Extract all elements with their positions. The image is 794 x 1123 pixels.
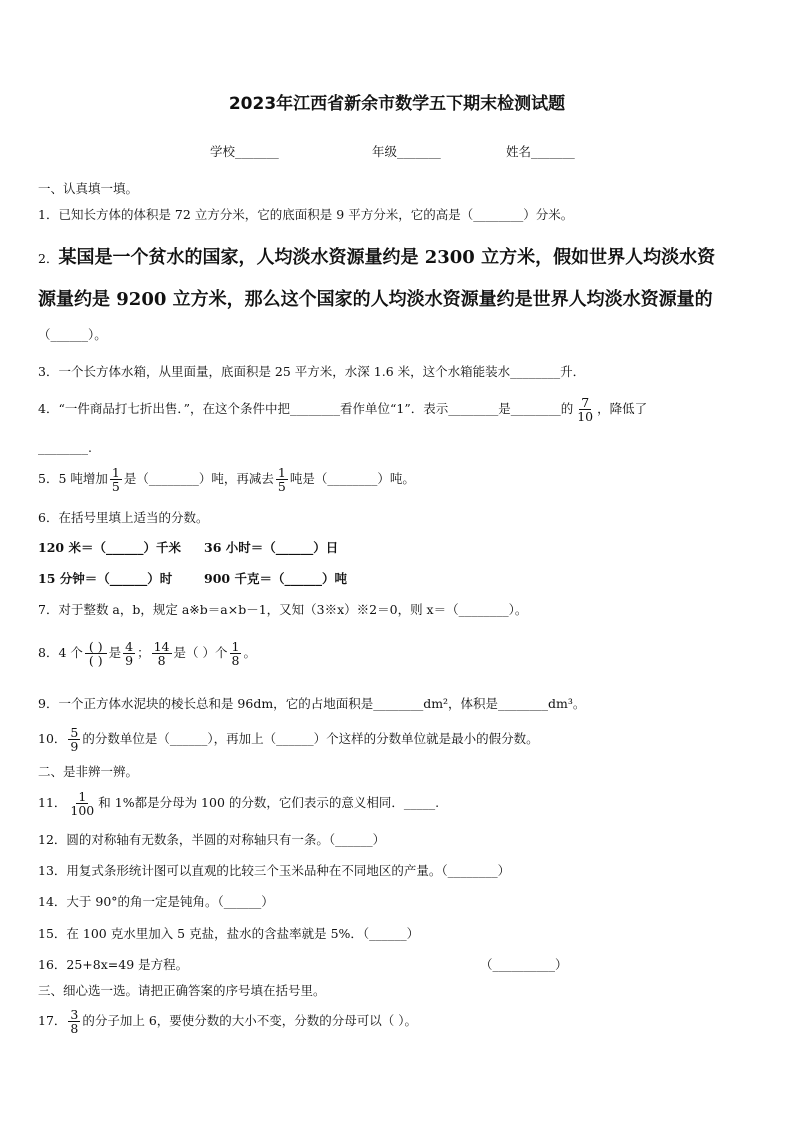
question-6-item-3: 15 分钟＝（______）时 <box>38 571 173 586</box>
question-6-item-4: 900 千克＝（______）吨 <box>204 571 347 586</box>
fraction-numerator: 1 <box>78 789 87 804</box>
fraction-numerator: 1 <box>111 465 120 480</box>
question-8-separator: ； <box>137 645 150 661</box>
question-15: 15．在 100 克水里加入 5 克盐，盐水的含盐率就是 5%．（______） <box>38 926 420 941</box>
fraction-numerator: ( ) <box>85 640 107 654</box>
fraction-3-8 <box>68 1008 80 1035</box>
question-8-is: 是 <box>108 645 122 661</box>
question-8 <box>38 640 758 667</box>
fraction-denominator: 8 <box>157 653 166 669</box>
fraction-14-8 <box>152 640 172 667</box>
question-11 <box>38 790 758 817</box>
name-field: 姓名_______ <box>506 144 575 159</box>
question-6-item-2: 36 小时＝（______）日 <box>204 540 339 555</box>
question-17 <box>38 1008 758 1035</box>
question-11-text: 11． <box>38 795 67 811</box>
section-1-heading: 一、认真填一填。 <box>38 181 139 196</box>
fraction-numerator: 14 <box>153 639 170 654</box>
fraction-denominator: 8 <box>70 1021 79 1037</box>
question-17-text: 17． <box>38 1013 67 1029</box>
fraction-numerator: 7 <box>581 395 590 410</box>
question-10 <box>38 726 758 753</box>
fraction-7-10 <box>575 396 595 423</box>
question-8-text: 8．4 个 <box>38 645 83 661</box>
question-11-tail: 和 1%都是分母为 100 的分数，它们表示的意义相同．_____. <box>98 795 440 811</box>
question-10-tail: 的分数单位是（______），再加上（______）个这样的分数单位就是最小的假分数。 <box>82 731 539 747</box>
fraction-1-5 <box>276 466 288 493</box>
fraction-denominator: 5 <box>277 479 286 495</box>
question-2-line-3: （______）。 <box>38 327 107 342</box>
question-8-mid: 是（ ）个 <box>173 645 228 661</box>
question-2-line-2: 源量约是 9200 立方米，那么这个国家的人均淡水资源量约是世界人均淡水资源量的 <box>38 289 713 310</box>
fraction-denominator: 100 <box>70 803 95 819</box>
question-16-answer-blank: （__________） <box>480 957 568 972</box>
question-17-tail: 的分子加上 6，要使分数的大小不变，分数的分母可以（ ）。 <box>82 1013 418 1029</box>
question-12: 12．圆的对称轴有无数条，半圆的对称轴只有一条。（______） <box>38 832 386 847</box>
question-10-text: 10． <box>38 731 67 747</box>
fraction-numerator: 1 <box>277 465 286 480</box>
question-3: 3．一个长方体水箱，从里面量，底面积是 25 平方米，水深 1.6 米，这个水箱能装水________升． <box>38 364 586 379</box>
question-5-tail: 吨是（________）吨。 <box>289 471 415 487</box>
question-2-line-1 <box>38 243 758 269</box>
question-7: 7．对于整数 a，b，规定 a※b＝a×b－1，又知（3※x）※2＝0，则 x＝（________）。 <box>38 602 528 617</box>
fraction-5-9 <box>68 726 80 753</box>
fraction-numerator: 1 <box>231 639 240 654</box>
grade-field: 年级_______ <box>372 144 441 159</box>
question-13: 13．用复式条形统计图可以直观的比较三个玉米品种在不同地区的产量。（________） <box>38 863 511 878</box>
question-2-text-1: 某国是一个贫水的国家，人均淡水资源量约是 2300 立方米，假如世界人均淡水资 <box>58 247 716 268</box>
fraction-numerator: 3 <box>70 1007 79 1022</box>
question-2-number: 2． <box>38 251 59 266</box>
page-title: 2023年江西省新余市数学五下期末检测试题 <box>228 94 566 114</box>
school-field: 学校_______ <box>210 144 279 159</box>
question-1: 1．已知长方体的体积是 72 立方分米，它的底面积是 9 平方分米，它的高是（________）分米。 <box>38 207 574 222</box>
question-16: 16．25+8x=49 是方程。 <box>38 957 189 972</box>
section-2-heading: 二、是非辨一辨。 <box>38 764 139 779</box>
section-3-heading: 三、细心选一选。请把正确答案的序号填在括号里。 <box>38 983 326 998</box>
question-4-tail: ，降低了 <box>597 401 648 417</box>
question-5 <box>38 466 758 493</box>
question-14: 14．大于 90°的角一定是钝角。（______） <box>38 894 274 909</box>
fraction-denominator: 9 <box>125 653 134 669</box>
question-8-tail: 。 <box>243 645 256 661</box>
question-4-line-2: ________. <box>38 440 92 455</box>
fraction-denominator: 8 <box>231 653 240 669</box>
fraction-1-100 <box>68 790 96 817</box>
fraction-numerator: 4 <box>125 639 134 654</box>
fraction-numerator: 5 <box>70 725 79 740</box>
fraction-denominator: ( ) <box>88 653 103 669</box>
fraction-denominator: 5 <box>111 479 120 495</box>
question-4 <box>38 396 758 423</box>
fraction-denominator: 9 <box>70 739 79 755</box>
question-9: 9．一个正方体水泥块的棱长总和是 96dm，它的占地面积是________dm²，体积是________dm³。 <box>38 696 586 711</box>
question-6-item-1: 120 米＝（______）千米 <box>38 540 181 555</box>
fraction-1-5 <box>110 466 122 493</box>
fraction-1-8 <box>230 640 242 667</box>
blank-fraction <box>85 640 107 667</box>
question-5-text: 5．5 吨增加 <box>38 471 108 487</box>
question-4-text: 4．“一件商品打七折出售．”，在这个条件中把________看作单位“1”．表示________是________的 <box>38 401 574 417</box>
fraction-denominator: 10 <box>577 409 594 425</box>
question-5-mid: 是（________）吨，再减去 <box>123 471 274 487</box>
question-6: 6．在括号里填上适当的分数。 <box>38 510 209 525</box>
fraction-4-9 <box>123 640 135 667</box>
